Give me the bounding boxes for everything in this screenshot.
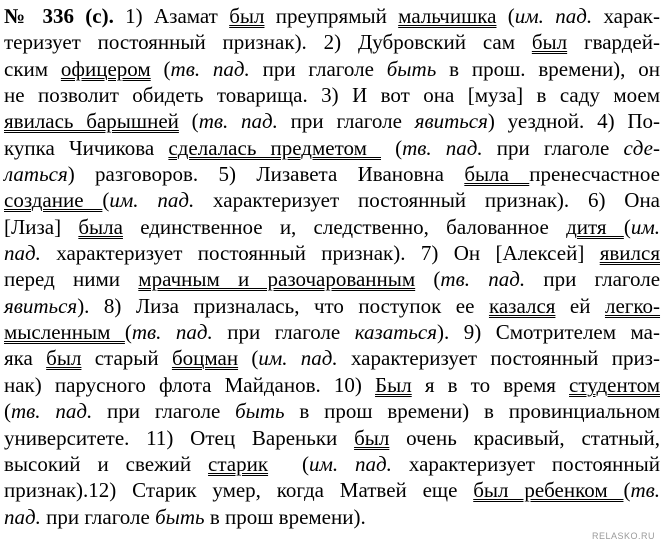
text-segment: признак).12) Старик умер, когда Матвей еще [4, 478, 474, 503]
text-segment: при глаголе [249, 56, 387, 81]
text-segment: при глаголе [277, 109, 415, 134]
text-segment: нак) парусного флота Майданов. 10) [4, 372, 376, 397]
text-segment: ( [124, 320, 132, 345]
text-segment: старый [81, 346, 172, 371]
text-line [4, 161, 660, 187]
text-segment: ( [268, 451, 309, 476]
grammar-note: тв. пад. [11, 399, 93, 424]
underlined-predicate: был ребенком [473, 478, 624, 503]
underlined-predicate: был [531, 30, 568, 55]
text-line [4, 425, 660, 451]
underlined-predicate: старик [208, 451, 269, 476]
text-line [4, 398, 660, 424]
text-line [4, 293, 660, 319]
grammar-note: тв. пад. [170, 56, 250, 81]
grammar-note: им. пад. [514, 4, 593, 28]
underlined-predicate: сделалась предметом [168, 135, 382, 160]
text-segment: ) разговоров. 5) Лизавета Ивановна [67, 162, 465, 187]
underlined-predicate: создание [4, 188, 103, 213]
grammar-note: пад. [4, 241, 41, 266]
text-segment: при глаголе [482, 135, 624, 160]
text-segment: ( [623, 478, 631, 503]
text-line [4, 56, 660, 82]
text-segment: характеризует постоянный признак). 7) Он [Алексей] [40, 241, 600, 266]
text-segment: теризует постоянный признак). 2) Дубровский сам [4, 30, 532, 55]
text-line [4, 214, 660, 240]
grammar-note: сде- [623, 135, 660, 160]
grammar-note: им. пад. [258, 346, 338, 371]
underlined-predicate: была [78, 214, 123, 239]
underlined-predicate: мальчишка [398, 4, 497, 28]
grammar-note: тв. пад. [402, 135, 483, 160]
text-segment: ( [178, 109, 199, 134]
text-line [4, 29, 660, 55]
text-line [4, 3, 660, 29]
grammar-note: казаться [354, 320, 438, 345]
grammar-note: тв. пад. [131, 320, 213, 345]
text-segment: при глаголе [40, 504, 156, 529]
grammar-note: им. пад. [109, 188, 195, 213]
text-segment: ( [381, 135, 403, 160]
text-segment: высокий и свежий [4, 451, 209, 476]
grammar-note: им. пад. [308, 451, 392, 476]
underlined-predicate: офицером [60, 56, 151, 81]
underlined-predicate: боцман [171, 346, 239, 371]
text-segment: в прош времени) в провинциальном [284, 399, 661, 424]
text-segment: единственное и, следственно, балованное [122, 214, 567, 239]
text-segment: ( [623, 214, 631, 239]
text-line [4, 345, 660, 371]
text-segment: ским [4, 56, 61, 81]
underlined-predicate: мрачным и разочарованным [138, 267, 416, 292]
text-segment: характеризует постоянный приз- [337, 346, 660, 371]
text-segment: ( [496, 4, 515, 28]
underlined-predicate: казался [488, 293, 556, 318]
text-segment: 1) Азамат [113, 4, 230, 28]
text-segment: купка Чичикова [4, 135, 169, 160]
text-line [4, 504, 660, 530]
grammar-note: тв. пад. [440, 267, 526, 292]
underlined-predicate: мысленным [4, 320, 125, 345]
text-segment: преупрямый [264, 4, 399, 28]
watermark: RELASKO.RU [591, 531, 655, 541]
text-segment: ). 9) Смотрителем ма- [437, 320, 660, 345]
text-segment: характеризует постоянный [391, 451, 661, 476]
text-line [4, 82, 660, 108]
text-segment: при глаголе [92, 399, 236, 424]
text-segment: ). 8) Лиза призналась, что поступок ее [77, 293, 489, 318]
underlined-predicate: была [464, 162, 530, 187]
text-segment: ( [150, 56, 171, 81]
text-segment: не позволит обидеть товарища. 3) И вот она [муза] в саду моем [4, 83, 660, 108]
text-segment: ) уездной. 4) По- [487, 109, 661, 134]
text-segment: ( [415, 267, 441, 292]
underlined-predicate: был [46, 346, 82, 371]
text-segment: университете. 11) Отец Вареньки [4, 425, 355, 450]
exercise-number: № 336 (с). [4, 4, 114, 28]
text-segment: гвардей- [567, 30, 660, 55]
underlined-predicate: явилась барышней [4, 109, 179, 134]
text-line [4, 187, 660, 213]
text-line [4, 319, 660, 345]
grammar-note: быть [386, 56, 437, 81]
underlined-predicate: студентом [569, 372, 660, 397]
text-line [4, 372, 660, 398]
text-segment: в прош. времени), он [436, 56, 661, 81]
underlined-predicate: был [354, 425, 390, 450]
text-segment: в прош времени). [204, 504, 366, 529]
grammar-note: латься [4, 162, 68, 187]
underlined-predicate: дитя [566, 214, 624, 239]
text-line [4, 266, 660, 292]
text-segment: ей [555, 293, 605, 318]
text-segment: харак- [592, 4, 660, 28]
text-segment: ( [238, 346, 259, 371]
text-line [4, 451, 660, 477]
grammar-note: тв. пад. [198, 109, 278, 134]
grammar-note: явиться [4, 293, 78, 318]
grammar-note: быть [235, 399, 285, 424]
text-segment: при глаголе [525, 267, 661, 292]
text-line [4, 477, 660, 503]
text-segment: я в то время [411, 372, 570, 397]
text-segment: пренесчастное [529, 162, 660, 187]
text-line [4, 108, 660, 134]
grammar-note: им. [630, 214, 660, 239]
text-segment: при глаголе [212, 320, 355, 345]
underlined-predicate: был [229, 4, 265, 28]
text-segment: перед ними [4, 267, 139, 292]
text-segment: характеризует постоянный признак). 6) Она [194, 188, 661, 213]
underlined-predicate: Был [375, 372, 412, 397]
text-line [4, 240, 660, 266]
text-segment: яка [4, 346, 47, 371]
text-segment: очень красивый, статный, [389, 425, 660, 450]
text-segment: [Лиза] [4, 214, 79, 239]
underlined-predicate: легко- [604, 293, 661, 318]
text-line [4, 135, 660, 161]
grammar-note: быть [155, 504, 205, 529]
grammar-note: тв. [630, 478, 661, 503]
text-segment: ( [102, 188, 110, 213]
grammar-note: явиться [414, 109, 488, 134]
text-segment: ( [4, 399, 11, 424]
underlined-predicate: явился [599, 241, 660, 266]
grammar-note: пад. [4, 504, 41, 529]
exercise-text [4, 3, 660, 530]
